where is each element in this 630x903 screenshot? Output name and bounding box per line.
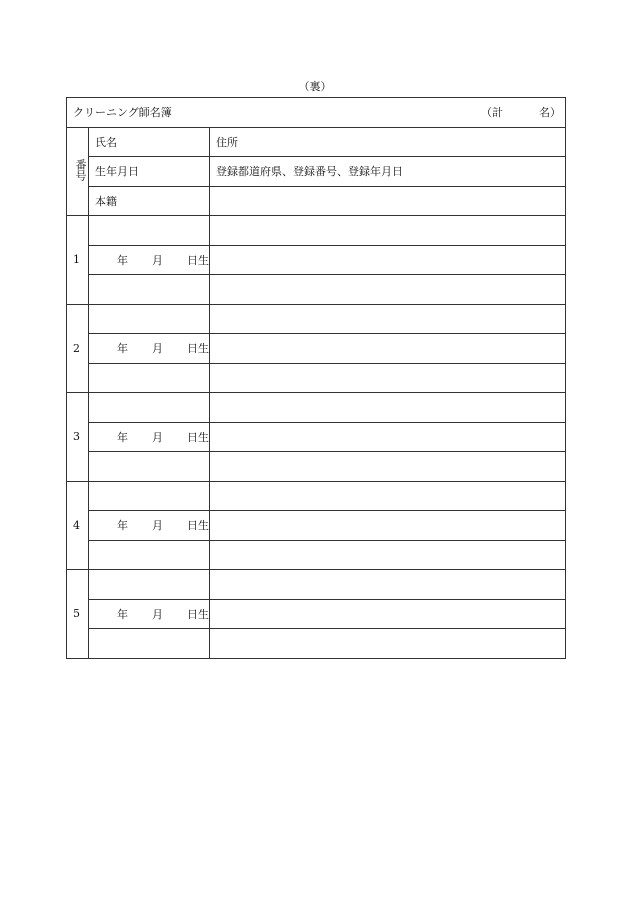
register-title: クリーニング師名簿 <box>73 106 172 120</box>
domicile-header-blank <box>210 186 566 216</box>
entry-domicile-extra-field[interactable] <box>210 540 566 570</box>
birth-year-label: 年 <box>117 342 128 356</box>
entry-row-name <box>67 393 566 423</box>
birthdate-labels <box>95 340 209 356</box>
entry-row-name <box>67 570 566 600</box>
entry-name-field[interactable] <box>89 304 210 334</box>
birth-month-label: 月 <box>152 607 163 621</box>
entry-row-domicile <box>67 452 566 482</box>
entry-name-field[interactable] <box>89 216 210 246</box>
header-row-3 <box>67 186 566 216</box>
title-row <box>67 98 566 128</box>
birth-month-label: 月 <box>152 430 163 444</box>
entry-row-domicile <box>67 629 566 659</box>
entry-registration-field[interactable] <box>210 511 566 541</box>
domicile-header: 本籍 <box>89 186 210 216</box>
birth-day-label: 日生 <box>187 607 209 621</box>
entry-number: 2 <box>67 304 89 393</box>
entry-address-field[interactable] <box>210 216 566 246</box>
entry-row-name <box>67 216 566 246</box>
birth-day-label: 日生 <box>187 430 209 444</box>
total-count <box>481 104 561 120</box>
address-header: 住所 <box>210 127 566 157</box>
total-open: （計 <box>481 106 504 120</box>
birth-day-label: 日生 <box>187 342 209 356</box>
entry-domicile-extra-field[interactable] <box>210 629 566 659</box>
entry-domicile-field[interactable] <box>89 275 210 305</box>
entry-address-field[interactable] <box>210 393 566 423</box>
header-row-1 <box>67 127 566 157</box>
entry-row-birthdate <box>67 422 566 452</box>
entry-registration-field[interactable] <box>210 422 566 452</box>
entry-name-field[interactable] <box>89 570 210 600</box>
entry-address-field[interactable] <box>210 570 566 600</box>
entry-number: 3 <box>67 393 89 482</box>
title-cell <box>67 98 566 128</box>
birth-day-label: 日生 <box>187 253 209 267</box>
entry-address-field[interactable] <box>210 481 566 511</box>
entry-row-birthdate <box>67 334 566 364</box>
header-row-2 <box>67 157 566 187</box>
entry-domicile-extra-field[interactable] <box>210 452 566 482</box>
entry-name-field[interactable] <box>89 481 210 511</box>
birth-year-label: 年 <box>117 253 128 267</box>
entry-birthdate-field[interactable] <box>89 599 210 629</box>
total-close: 名） <box>539 106 562 120</box>
entry-registration-field[interactable] <box>210 599 566 629</box>
entry-row-domicile <box>67 540 566 570</box>
number-header: 番号 <box>74 158 87 181</box>
birthdate-header: 生年月日 <box>89 157 210 187</box>
entry-birthdate-field[interactable] <box>89 422 210 452</box>
entry-name-field[interactable] <box>89 393 210 423</box>
birth-year-label: 年 <box>117 607 128 621</box>
entry-domicile-field[interactable] <box>89 452 210 482</box>
entry-row-birthdate <box>67 599 566 629</box>
entry-row-domicile <box>67 363 566 393</box>
entry-domicile-field[interactable] <box>89 540 210 570</box>
birth-day-label: 日生 <box>187 519 209 533</box>
entry-domicile-extra-field[interactable] <box>210 275 566 305</box>
entry-birthdate-field[interactable] <box>89 334 210 364</box>
birthdate-labels <box>95 606 209 622</box>
entry-registration-field[interactable] <box>210 245 566 275</box>
entry-row-birthdate <box>67 245 566 275</box>
entry-address-field[interactable] <box>210 304 566 334</box>
entry-row-name <box>67 481 566 511</box>
entry-registration-field[interactable] <box>210 334 566 364</box>
birthdate-labels <box>95 517 209 533</box>
cleaning-staff-register-table <box>66 97 566 659</box>
registration-header: 登録都道府県、登録番号、登録年月日 <box>210 157 566 187</box>
birth-month-label: 月 <box>152 253 163 267</box>
name-header: 氏名 <box>89 127 210 157</box>
entry-domicile-extra-field[interactable] <box>210 363 566 393</box>
entry-row-name <box>67 304 566 334</box>
entry-number: 5 <box>67 570 89 659</box>
entry-domicile-field[interactable] <box>89 629 210 659</box>
number-header-cell <box>67 127 89 216</box>
entry-birthdate-field[interactable] <box>89 245 210 275</box>
entry-birthdate-field[interactable] <box>89 511 210 541</box>
birth-month-label: 月 <box>152 342 163 356</box>
entry-row-domicile <box>67 275 566 305</box>
entry-domicile-field[interactable] <box>89 363 210 393</box>
birthdate-labels <box>95 252 209 268</box>
birth-year-label: 年 <box>117 519 128 533</box>
entry-number: 1 <box>67 216 89 305</box>
birth-year-label: 年 <box>117 430 128 444</box>
entry-row-birthdate <box>67 511 566 541</box>
birthdate-labels <box>95 429 209 445</box>
entry-number: 4 <box>67 481 89 570</box>
birth-month-label: 月 <box>152 519 163 533</box>
page-caption: （裏） <box>298 80 332 93</box>
